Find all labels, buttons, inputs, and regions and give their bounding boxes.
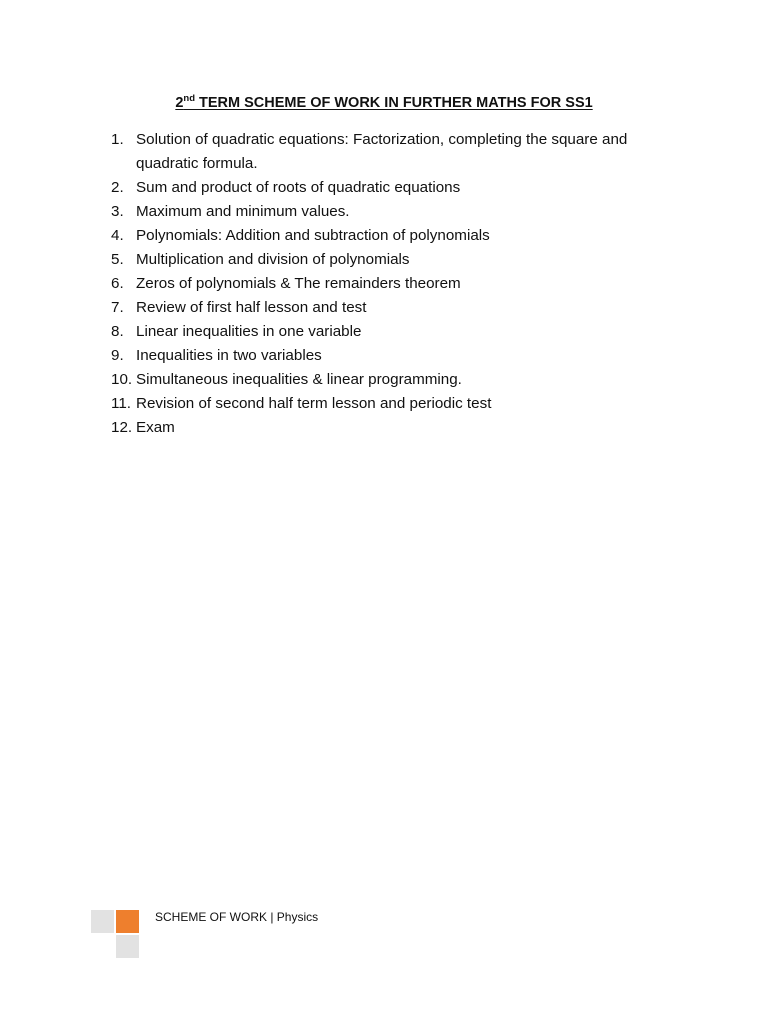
list-item <box>111 320 671 344</box>
list-item-text: Zeros of polynomials & The remainders theorem <box>136 275 461 292</box>
footer-logo-orange-square <box>116 910 139 933</box>
list-item-text: Revision of second half term lesson and periodic test <box>136 395 492 412</box>
list-item-number: 5. <box>111 251 124 268</box>
title-main-text: TERM SCHEME OF WORK IN FURTHER MATHS FOR SS1 <box>195 95 593 111</box>
list-item <box>111 200 671 224</box>
title-ordinal-suffix: nd <box>183 93 195 104</box>
list-item <box>111 248 671 272</box>
list-item-number: 2. <box>111 179 124 196</box>
list-item <box>111 392 671 416</box>
footer-logo-grey-square <box>116 935 139 958</box>
list-item <box>111 224 671 248</box>
title-term-number: 2 <box>175 95 184 111</box>
footer-text: SCHEME OF WORK | Physics <box>155 910 319 924</box>
list-item <box>111 272 671 296</box>
list-item-number: 10. <box>111 371 133 388</box>
list-item-text: Polynomials: Addition and subtraction of polynomials <box>136 227 490 244</box>
list-item-text: Linear inequalities in one variable <box>136 323 362 340</box>
list-item-number: 6. <box>111 275 124 292</box>
list-item-text: Solution of quadratic equations: Factorization, completing the square and quadratic formula. <box>136 131 628 172</box>
list-item <box>111 416 671 440</box>
list-item-number: 9. <box>111 347 124 364</box>
list-item <box>111 296 671 320</box>
list-item <box>111 344 671 368</box>
list-item-number: 11. <box>111 395 131 412</box>
list-item-text: Sum and product of roots of quadratic equations <box>136 179 461 196</box>
list-item-text: Maximum and minimum values. <box>136 203 350 220</box>
document-title-text <box>175 95 592 111</box>
footer-logo-grey-square <box>91 910 114 933</box>
list-item-text: Simultaneous inequalities & linear programming. <box>136 371 462 388</box>
list-item <box>111 368 671 392</box>
list-item <box>111 128 671 176</box>
list-item-number: 4. <box>111 227 124 244</box>
list-item-text: Inequalities in two variables <box>136 347 322 364</box>
list-item-text: Exam <box>136 419 175 436</box>
topic-list <box>111 128 671 440</box>
list-item <box>111 176 671 200</box>
list-item-number: 1. <box>111 131 124 148</box>
list-item-number: 8. <box>111 323 124 340</box>
footer-logo <box>91 910 141 960</box>
list-item-number: 3. <box>111 203 124 220</box>
list-item-number: 7. <box>111 299 124 316</box>
list-item-text: Multiplication and division of polynomials <box>136 251 410 268</box>
list-item-number: 12. <box>111 419 133 436</box>
document-title <box>0 93 768 113</box>
list-item-text: Review of first half lesson and test <box>136 299 367 316</box>
